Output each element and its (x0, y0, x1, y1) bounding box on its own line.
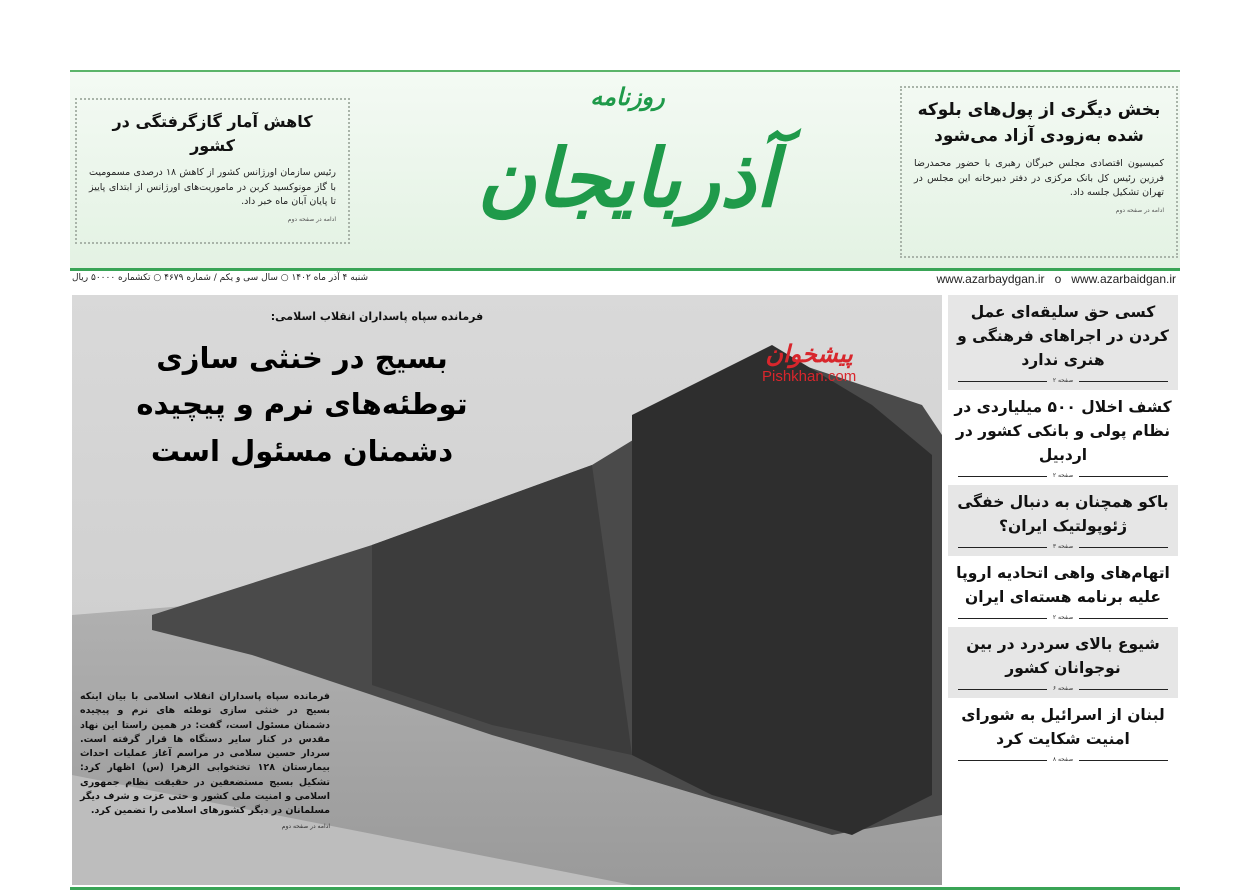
watermark-fa: پیشخوان (765, 340, 853, 368)
website-link-1[interactable]: www.azarbaydgan.ir (936, 272, 1045, 286)
newspaper-kind: روزنامه (590, 83, 665, 111)
sidebar-item[interactable] (948, 485, 1178, 556)
separator: o (1054, 272, 1062, 286)
main-headline: بسیج در خنثی سازی توطئه‌های نرم و پیچیده دشمنان مسئول است (136, 341, 468, 468)
page-label: صفحه ۲ (1047, 377, 1079, 384)
masthead-logo (365, 76, 890, 261)
sidebar-item-title: کسی حق سلیقه‌ای عمل کردن در اجراهای فرهنگی و هنری ندارد (957, 303, 1169, 370)
website-link-2[interactable]: www.azarbaidgan.ir (1071, 272, 1176, 286)
sidebar-item-title: کشف اخلال ۵۰۰ میلیاردی در نظام پولی و بانکی کشور در اردبیل (954, 398, 1172, 465)
right-teaser-title: بخش دیگری از پول‌های بلوکه شده به‌زودی آزاد می‌شود (917, 100, 1161, 146)
newspaper-name: آذربایجان (477, 131, 778, 225)
page-label: صفحه ۸ (1047, 756, 1079, 763)
page-label: صفحه ۶ (1047, 685, 1079, 692)
sidebar-item[interactable] (948, 295, 1178, 390)
sidebar-item-title: باکو همچنان به دنبال خفگی ژئوپولتیک ایران؟ (957, 493, 1169, 536)
sidebar-headlines (948, 295, 1178, 769)
watermark-logo (762, 340, 856, 385)
page-reference (954, 753, 1172, 767)
right-teaser-continued: ادامه در صفحه دوم (1115, 207, 1164, 215)
main-lead-text: فرمانده سپاه پاسداران انقلاب اسلامی با بیان اینکه بسیج در خنثی سازی توطئه های نرم و پیچیده دشمنان مسئول است، گفت: در همین راستا این نهاد مقدس در کنار سایر دستگاه ها قرار گرفته است. سردار حسین سلامی در مراسم آغاز عملیات احداث بیمارستان ۱۲۸ تختخوابی الزهرا (س) اظهار کرد: تشکیل بسیج مستضعفین در حقیقت نظام جمهوری اسلامی و امنیت ملی کشور و حتی عزت و شرف دیگر مسلمانان در دیگر کشورهای اسلامی را تضمین کرد. (80, 691, 330, 816)
right-teaser-body: کمیسیون اقتصادی مجلس خبرگان رهبری با حضور محمدرضا فرزین رئیس کل بانک مرکزی در دفتر دبیرخانه این مجلس در تهران تشکیل جلسه داد. (914, 158, 1164, 199)
header-rule (70, 268, 1180, 271)
websites (937, 272, 1177, 286)
info-line (70, 272, 1180, 288)
sidebar-item-title: لبنان از اسرائیل به شورای امنیت شکایت کرد (961, 706, 1165, 749)
main-kicker: فرمانده سپاه پاسداران انقلاب اسلامی: (270, 310, 484, 323)
page-reference (954, 540, 1172, 554)
page-reference (954, 374, 1172, 388)
main-story-photo (72, 295, 942, 885)
right-teaser-box (900, 86, 1178, 258)
sidebar-item-title: اتهام‌های واهی اتحادیه اروپا علیه برنامه هسته‌ای ایران (956, 564, 1170, 607)
sidebar-item[interactable] (948, 390, 1178, 485)
left-teaser-body: رئیس سازمان اورژانس کشور از کاهش ۱۸ درصدی مسمومیت با گاز مونوکسید کربن در ماموریت‌های اورژانس از ابتدای پاییز تا پایان آبان ماه خبر داد. (89, 167, 337, 208)
page-reference (954, 469, 1172, 483)
left-teaser-box (75, 98, 350, 244)
page-reference (954, 611, 1172, 625)
left-teaser-continued: ادامه در صفحه دوم (287, 216, 336, 224)
watermark-en: Pishkhan.com (762, 368, 857, 385)
sidebar-item-title: شیوع بالای سردرد در بین نوجوانان کشور (966, 635, 1160, 678)
page-reference (954, 682, 1172, 696)
sidebar-item[interactable] (948, 698, 1178, 769)
sidebar-item[interactable] (948, 556, 1178, 627)
issue-date-line: شنبه ۴ آذر ماه ۱۴۰۲ ○ سال سی و یکم / شماره ۴۶۷۹ ○ تکشماره ۵۰۰۰۰ ریال (72, 273, 369, 283)
page-label: صفحه ۳ (1047, 543, 1079, 550)
main-lead-continued: ادامه در صفحه دوم (281, 823, 330, 831)
left-teaser-title: کاهش آمار گازگرفتگی در کشور (112, 112, 313, 155)
page-label: صفحه ۲ (1047, 472, 1079, 479)
sidebar-item[interactable] (948, 627, 1178, 698)
main-lead (80, 690, 330, 831)
footer-rule (70, 887, 1180, 890)
page-label: صفحه ۲ (1047, 614, 1079, 621)
